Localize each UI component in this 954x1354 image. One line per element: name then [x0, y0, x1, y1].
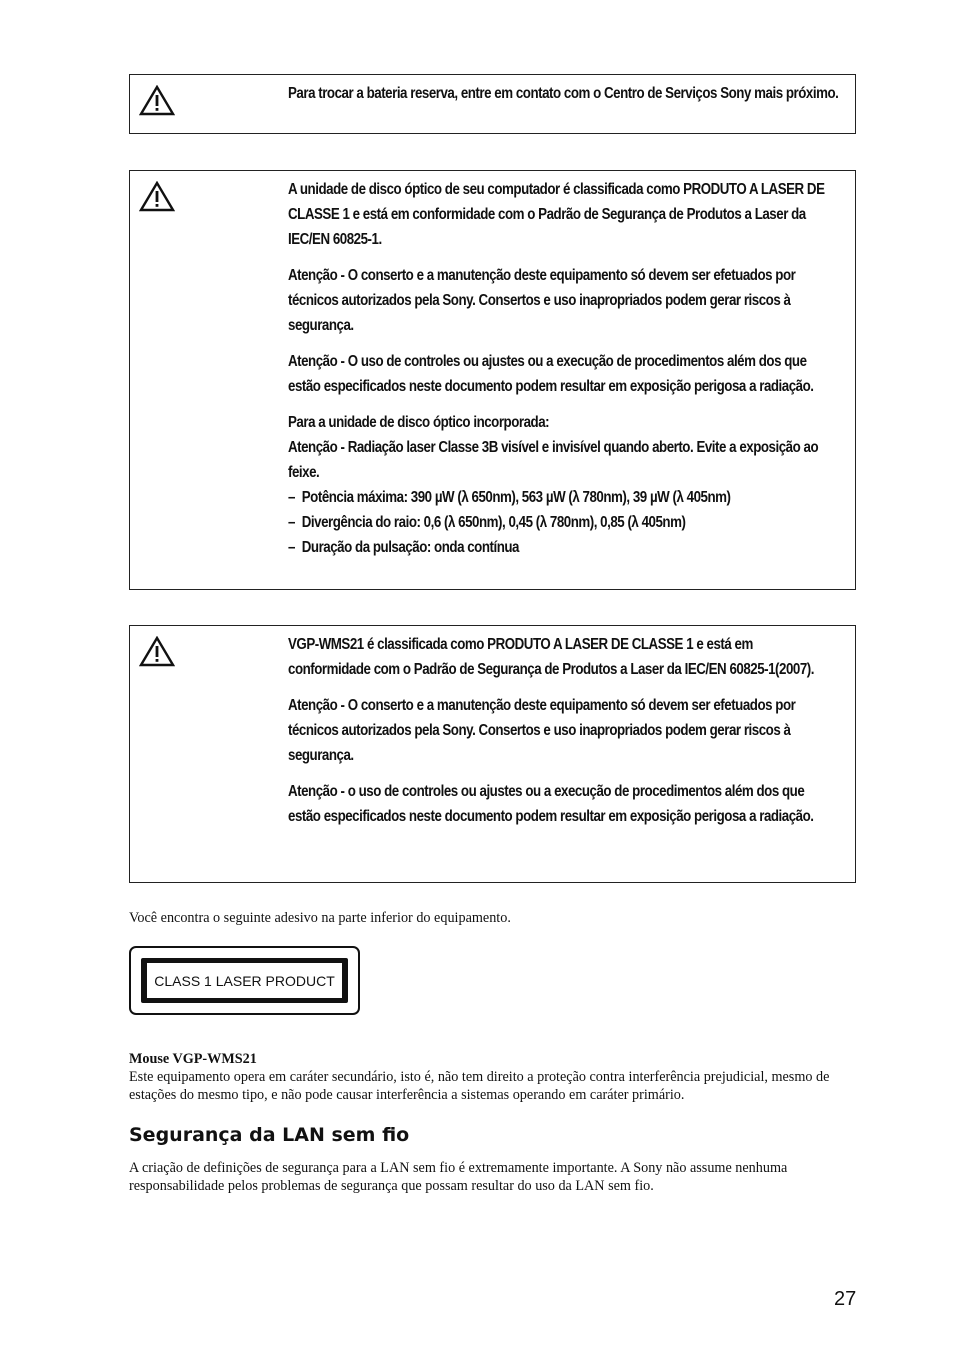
section-title: Segurança da LAN sem fio: [129, 1124, 410, 1146]
warning-paragraph: A unidade de disco óptico de seu computador é classificada como PRODUTO A LASER DE CLASSE 1 e está em conformidade com o Padrão de Segurança de Produtos a Laser da IEC/EN 60825-1.: [288, 181, 825, 248]
laser-label-text: CLASS 1 LASER PRODUCT: [147, 963, 342, 998]
spec-item: [288, 485, 838, 510]
spec-text: Potência máxima: 390 µW (λ 650nm), 563 µW (λ 780nm), 39 µW (λ 405nm): [301, 489, 731, 506]
warning-text: [288, 177, 838, 560]
builtin-drive-warning: Atenção - Radiação laser Classe 3B visível e invisível quando aberto. Evite a exposição ao feixe.: [288, 439, 819, 481]
warning-paragraph: Atenção - o uso de controles ou ajustes ou a execução de procedimentos além dos que estão especificados neste documento podem resultar em exposição perigosa a radiação.: [288, 783, 814, 825]
warning-box-mouse-laser: [129, 625, 856, 883]
warning-text: [288, 81, 838, 106]
spec-text: Duração da pulsação: onda contínua: [301, 539, 520, 556]
mouse-heading: Mouse VGP-WMS21: [129, 1051, 257, 1067]
warning-paragraph: VGP-WMS21 é classificada como PRODUTO A LASER DE CLASSE 1 e está em conformidade com o Padrão de Segurança de Produtos a Laser da IEC/EN 60825-1(2007).: [288, 636, 814, 678]
warning-triangle-icon: [139, 181, 175, 213]
class1-laser-label: [129, 946, 360, 1015]
warning-paragraph: Atenção - O uso de controles ou ajustes ou a execução de procedimentos além dos que estão especificados neste documento podem resultar em exposição perigosa a radiação.: [288, 353, 814, 395]
section-text: A criação de definições de segurança para a LAN sem fio é extremamente importante. A Sony não assume nenhuma responsabilidade pelos problemas de segurança que possam resultar do uso da LAN sem fio.: [129, 1160, 788, 1194]
warning-paragraph: Para trocar a bateria reserva, entre em contato com o Centro de Serviços Sony mais próximo.: [288, 85, 839, 102]
spec-item: [288, 510, 838, 535]
warning-box-backup-battery: [129, 74, 856, 134]
warning-triangle-icon: [139, 85, 175, 117]
builtin-drive-heading: Para a unidade de disco óptico incorporada:: [288, 414, 550, 431]
dash-bullet: –: [288, 514, 295, 531]
warning-triangle-icon: [139, 636, 175, 668]
warning-paragraph: Atenção - O conserto e a manutenção deste equipamento só devem ser efetuados por técnicos autorizados pela Sony. Consertos e uso inapropriados podem gerar riscos à segurança.: [288, 267, 796, 334]
page-number: 27: [834, 1288, 857, 1310]
spec-text: Divergência do raio: 0,6 (λ 650nm), 0,45 (λ 780nm), 0,85 (λ 405nm): [301, 514, 686, 531]
laser-label-border: [141, 958, 348, 1003]
dash-bullet: –: [288, 489, 295, 506]
spec-item: [288, 535, 838, 560]
label-intro-text: Você encontra o seguinte adesivo na parte inferior do equipamento.: [129, 910, 511, 926]
mouse-text: Este equipamento opera em caráter secundário, isto é, não tem direito a proteção contra interferência prejudicial, mesmo de estações do mesmo tipo, e não pode causar interferência a sistemas operando em caráter primário.: [129, 1069, 830, 1103]
dash-bullet: –: [288, 539, 295, 556]
warning-text: [288, 632, 838, 829]
warning-paragraph: Atenção - O conserto e a manutenção deste equipamento só devem ser efetuados por técnicos autorizados pela Sony. Consertos e uso inapropriados podem gerar riscos à segurança.: [288, 697, 796, 764]
warning-box-optical-drive: [129, 170, 856, 590]
